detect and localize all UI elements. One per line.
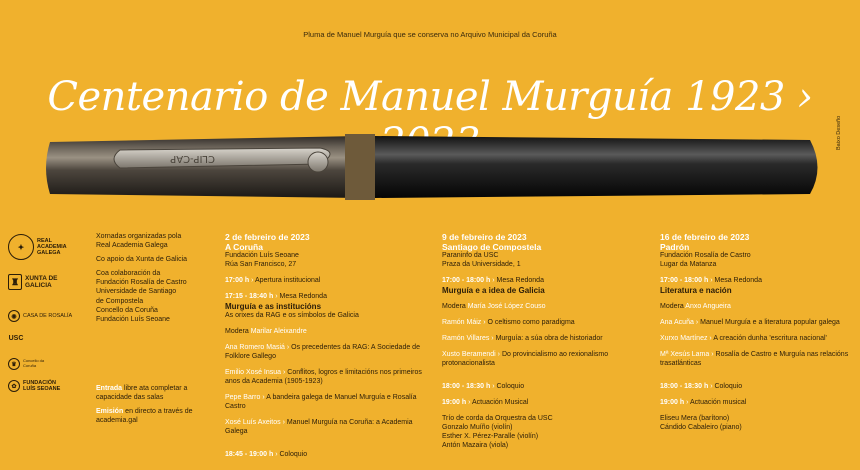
spacer — [442, 312, 642, 319]
session-title: Murguía e a idea de Galicia — [442, 286, 545, 296]
spacer — [660, 312, 855, 319]
separator: › — [273, 450, 280, 458]
event-time: 19:00 h — [442, 399, 467, 407]
event-activity: Mesa Redonda — [496, 277, 544, 285]
event-activity: Coloquio — [496, 383, 525, 391]
event-activity: Apertura institucional — [254, 277, 321, 285]
event-time: 17:00 h — [225, 277, 250, 285]
spacer — [660, 376, 855, 383]
event-column — [225, 232, 425, 460]
event-activity: Coloquio — [714, 383, 743, 391]
event-time: 17:00 - 18:00 h — [660, 277, 709, 285]
spacer — [225, 444, 425, 451]
moderator-label: Modera — [225, 328, 251, 336]
speaker — [442, 335, 642, 344]
schedule-item — [442, 383, 642, 392]
spacer — [225, 321, 425, 328]
moderator-label: Modera — [442, 303, 468, 311]
fountain-pen-image — [40, 128, 830, 208]
event-date: 2 de febreiro de 2023 — [225, 232, 310, 242]
event-time: 18:00 - 18:30 h — [442, 383, 491, 391]
separator: › — [684, 399, 690, 407]
moderator-name: Marilar Aleixandre — [250, 328, 307, 336]
schedule-item — [225, 277, 425, 286]
organized-by: Xornadas organizadas pola — [96, 233, 182, 240]
pen-inscription: CLIP-CAP — [170, 153, 215, 164]
talk-title: Manuel Murguía e a literatura popular galega — [700, 319, 840, 327]
spacer — [660, 296, 855, 303]
rag-logo: ✦ REAL ACADEMIA GALEGA — [8, 234, 67, 260]
event-activity: Mesa Redonda — [714, 277, 762, 285]
speaker-name: Ana Romero Masiá — [225, 344, 285, 352]
talk-title: Manuel Murguía na Coruña: a Academia Galega — [225, 419, 413, 435]
event-address: Lugar da Matanza — [660, 261, 717, 269]
event-activity: Mesa Redonda — [279, 293, 327, 301]
speaker-name: Xusto Beramendi — [442, 351, 496, 359]
separator: › — [490, 383, 497, 391]
session-title: Murguía e as institucións — [225, 302, 322, 312]
usc-logo: USC — [8, 334, 24, 342]
separator: › — [260, 394, 267, 402]
spacer — [660, 369, 855, 376]
separator: › — [284, 344, 292, 352]
performer-line: Antón Mazaira (viola) — [442, 442, 509, 449]
event-city: A Coruña — [225, 242, 263, 253]
performer: Eliseu Mera (barítono) — [660, 415, 730, 423]
session-title: Literatura e nación — [660, 286, 732, 296]
entry-note: Entrada libre ata completar a capacidade das salas — [96, 385, 188, 402]
event-column — [442, 232, 642, 451]
separator: › — [490, 277, 497, 285]
speaker-name: Xurxo Martínez — [660, 335, 708, 343]
access-info — [96, 384, 221, 430]
talk-title: Rosalía de Castro e Murguía nas relacións trasatlánticas — [660, 351, 849, 368]
spacer — [660, 392, 855, 399]
spacer — [225, 362, 425, 369]
moderator — [225, 328, 425, 337]
schedule-item — [225, 451, 425, 460]
speaker — [442, 351, 642, 369]
performer-line: Esther X. Pérez-Paralle (violín) — [442, 433, 539, 441]
speaker-name: Ramón Villares — [442, 335, 490, 343]
spacer — [225, 337, 425, 344]
moderator-label: Modera — [660, 303, 686, 311]
separator: › — [709, 351, 716, 359]
performer-line: Cándido Cabaleiro (piano) — [660, 424, 742, 432]
event-time: 17:15 - 18:40 h — [225, 293, 274, 301]
event-date: 16 de febreiro de 2023 — [660, 232, 750, 242]
event-venue: Fundación Luís Seoane — [225, 252, 299, 260]
event-time: 18:45 - 19:00 h — [225, 450, 274, 458]
event-time: 18:00 - 18:30 h — [660, 383, 709, 391]
fundacion-seoane-logo: ✿ FUNDACIÓN LUÍS SEOANE — [8, 380, 63, 393]
event-activity: Actuación musical — [689, 399, 747, 407]
event-column — [660, 232, 855, 433]
talk-title: Conflitos, logros e limitacións nos primeiros anos da Academia (1905-1923) — [225, 369, 422, 386]
speaker — [225, 344, 425, 362]
pen-barrel — [375, 136, 818, 198]
separator: › — [489, 335, 496, 343]
separator: › — [280, 419, 287, 427]
event-address: Rúa San Francisco, 27 — [225, 261, 297, 269]
separator: › — [249, 277, 255, 285]
separator: › — [707, 335, 714, 343]
separator: › — [281, 369, 288, 377]
speaker — [442, 319, 642, 328]
session-subtitle: As orixes da RAG e os símbolos de Galicia — [225, 312, 359, 320]
speaker-name: Ramón Máiz — [442, 319, 482, 327]
spacer — [660, 408, 855, 415]
event-city: Padrón — [660, 242, 690, 253]
separator: › — [708, 277, 715, 285]
spacer — [442, 328, 642, 335]
spacer — [660, 344, 855, 351]
spacer — [442, 369, 642, 376]
separator: › — [481, 319, 488, 327]
schedule-item — [442, 277, 642, 286]
organizers-block: Xornadas organizadas pola Real Academia Galega Co apoio da Xunta de Galicia Coa colaboración da Fundación Rosalía de Castro Universidade de Santiago de Compostela Concello da Coruña Fundación Luís Seoane — [96, 232, 221, 329]
event-date: 9 de febreiro de 2023 — [442, 232, 527, 242]
page-title: Centenario de Manuel Murguía 1923 › — [47, 74, 813, 120]
pen-band — [345, 134, 375, 200]
separator: › — [495, 351, 502, 359]
moderator — [442, 303, 642, 312]
separator: › — [273, 293, 280, 301]
support-line: Co apoio da Xunta de Galicia — [96, 256, 188, 264]
schedule-item — [442, 399, 642, 408]
event-activity: Coloquio — [279, 450, 308, 458]
moderator-name: Anxo Angueira — [685, 303, 731, 311]
spacer — [660, 328, 855, 335]
speaker — [225, 419, 425, 437]
spacer — [442, 392, 642, 399]
spacer — [442, 296, 642, 303]
event-city: Santiago de Compostela — [442, 242, 542, 253]
moderator-name: María José López Couso — [467, 303, 546, 311]
concello-coruna-logo: ♛ Concello da Coruña — [8, 358, 57, 370]
xunta-logo: ♜ XUNTA DE GALICIA — [8, 274, 65, 290]
spacer — [660, 270, 855, 277]
talk-title: Murguía: a súa obra de historiador — [495, 335, 603, 343]
event-address: Praza da Universidade, 1 — [442, 261, 521, 269]
speaker-name: Ana Acuña — [660, 319, 694, 327]
event-venue: Fundación Rosalía de Castro — [660, 252, 751, 260]
talk-title: A bandeira galega de Manuel Murguía e Rosalía Castro — [225, 394, 417, 411]
schedule-item — [660, 277, 855, 286]
photo-credit: Baixo Deseño — [836, 115, 842, 150]
separator: › — [466, 399, 472, 407]
talk-title: Os precedentes da RAG: A Sociedade de Folklore Gallego — [225, 344, 420, 361]
speaker-name: Pepe Barro — [225, 394, 261, 402]
talk-title: A creación dunha 'escritura nacional' — [713, 335, 827, 343]
spacer — [225, 286, 425, 293]
event-activity: Actuación Musical — [471, 399, 529, 407]
spacer — [442, 344, 642, 351]
spacer — [225, 437, 425, 444]
separator: › — [693, 319, 701, 327]
separator: › — [708, 383, 715, 391]
talk-title: O celtismo como paradigma — [487, 319, 575, 327]
spacer — [225, 270, 425, 277]
event-venue: Paraninfo da USC — [442, 252, 499, 260]
event-time: 17:00 - 18:00 h — [442, 277, 491, 285]
spacer — [442, 376, 642, 383]
speaker — [225, 369, 425, 387]
stream-note: Emisión en directo a través de academia.gal — [96, 408, 193, 425]
speaker-name: Emilio Xosé Insua — [225, 369, 282, 377]
performer-line: Gonzalo Muíño (violín) — [442, 424, 513, 432]
spacer — [225, 387, 425, 394]
speaker — [225, 394, 425, 412]
casa-rosalia-logo: ◉ CASA DE ROSALÍA — [8, 310, 72, 322]
speaker-name: Xosé Luís Axeitos — [225, 419, 281, 427]
spacer — [442, 270, 642, 277]
photo-caption: Pluma de Manuel Murguía que se conserva no Arquivo Municipal da Coruña — [303, 30, 557, 39]
speaker — [660, 335, 855, 344]
spacer — [442, 408, 642, 415]
event-time: 19:00 h — [660, 399, 685, 407]
talk-title: Do provincialismo ao rexionalismo protonacionalista — [442, 351, 609, 368]
speaker — [660, 319, 855, 328]
speaker — [660, 351, 855, 369]
spacer — [225, 412, 425, 419]
speaker-name: Mª Xesús Lama — [660, 351, 710, 359]
moderator — [660, 303, 855, 312]
schedule-item — [225, 293, 425, 302]
schedule-item — [660, 399, 855, 408]
schedule-item — [660, 383, 855, 392]
performer: Trío de corda da Orquestra da USC — [442, 415, 553, 423]
